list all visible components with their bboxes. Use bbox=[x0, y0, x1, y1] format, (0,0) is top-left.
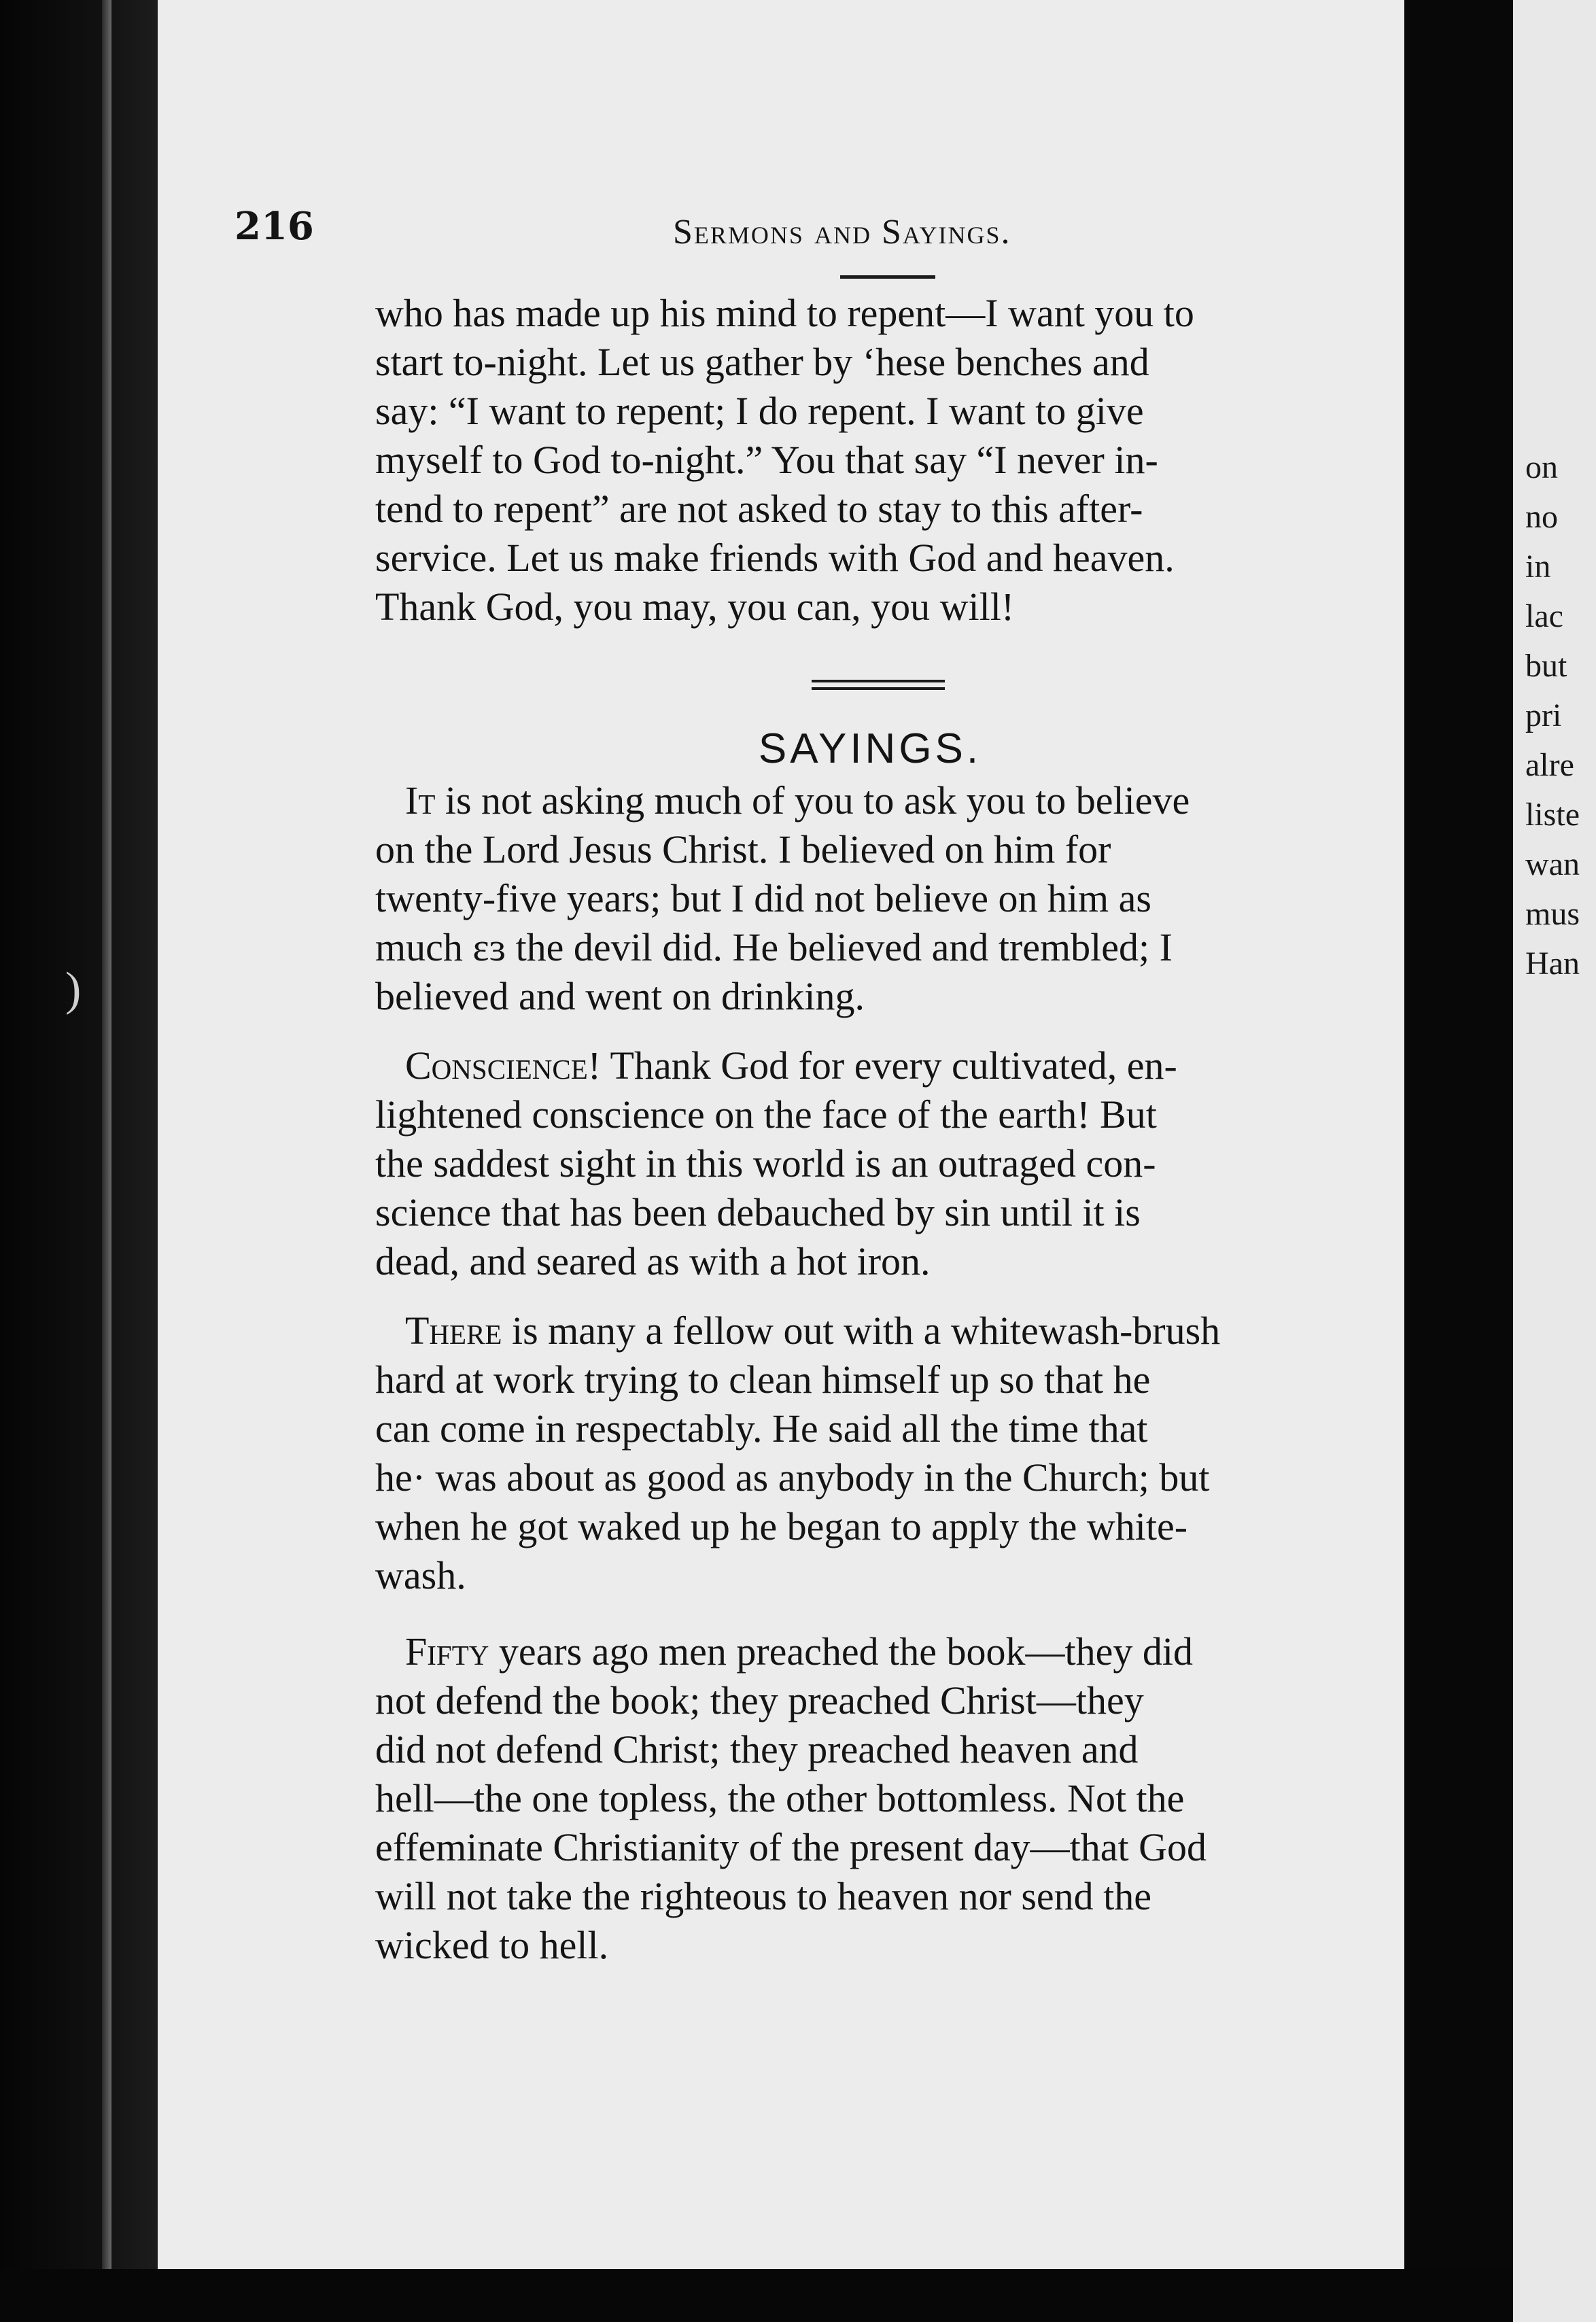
facing-page-fragment: in bbox=[1525, 549, 1551, 585]
saying-first-line: is many a fellow out with a whitewash-brush bbox=[502, 1309, 1221, 1353]
facing-page-fragment: on bbox=[1525, 449, 1558, 485]
running-title: Sermons and Sayings. bbox=[673, 213, 1011, 252]
text-line: will not take the righteous to heaven nor send the bbox=[375, 1874, 1151, 1918]
text-line: not defend the book; they preached Christ—they bbox=[375, 1678, 1144, 1722]
saying-paragraph bbox=[375, 1627, 1378, 1970]
text-line: Thank God, you may, you can, you will! bbox=[375, 585, 1015, 629]
text-line: lightened conscience on the face of the earth! But bbox=[375, 1092, 1157, 1137]
text-line: wicked to hell. bbox=[375, 1923, 609, 1967]
saying-lead-word: Conscience! bbox=[405, 1043, 602, 1088]
facing-page-fragment: no bbox=[1525, 499, 1558, 535]
facing-page-fragment: Han bbox=[1525, 946, 1580, 982]
facing-page-fragment: but bbox=[1525, 648, 1567, 684]
scan-dark-left-edge bbox=[0, 0, 158, 2322]
text-line: did not defend Christ; they preached heaven and bbox=[375, 1727, 1139, 1771]
page-number: 216 bbox=[235, 204, 314, 249]
text-line: twenty-five years; but I did not believe on him as bbox=[375, 876, 1151, 920]
saying-paragraph bbox=[375, 1041, 1378, 1286]
text-line bbox=[375, 1627, 1378, 1676]
head-rule bbox=[840, 275, 935, 279]
text-line: tend to repent” are not asked to stay to this after- bbox=[375, 487, 1143, 531]
saying-first-line: years ago men preached the book—they did bbox=[489, 1629, 1193, 1674]
facing-page-strip bbox=[1513, 0, 1596, 2322]
facing-page-fragment: wan bbox=[1525, 846, 1580, 882]
book-gutter bbox=[1404, 0, 1513, 2322]
text-line: hard at work trying to clean himself up so that he bbox=[375, 1357, 1151, 1402]
facing-page-fragment: alre bbox=[1525, 747, 1574, 783]
facing-page-fragment: pri bbox=[1525, 697, 1562, 733]
text-line: dead, and seared as with a hot iron. bbox=[375, 1239, 931, 1283]
text-line: when he got waked up he began to apply the white- bbox=[375, 1504, 1188, 1548]
scan-dark-bottom-edge bbox=[0, 2269, 1513, 2322]
sermon-paragraph bbox=[375, 289, 1378, 631]
text-line bbox=[375, 776, 1378, 825]
sayings-section bbox=[375, 776, 1378, 1970]
facing-page-fragment: mus bbox=[1525, 896, 1580, 932]
text-line bbox=[375, 1041, 1378, 1090]
running-head bbox=[0, 204, 1596, 258]
text-line: effeminate Christianity of the present day—that God bbox=[375, 1825, 1207, 1869]
saying-first-line: is not asking much of you to ask you to believe bbox=[435, 778, 1190, 822]
text-line: wash. bbox=[375, 1553, 466, 1597]
margin-mark: ) bbox=[65, 963, 82, 1016]
saying-paragraph bbox=[375, 776, 1378, 1021]
text-line: who has made up his mind to repent—I want you to bbox=[375, 291, 1194, 335]
text-line: hell—the one topless, the other bottomless. Not the bbox=[375, 1776, 1185, 1820]
text-line: service. Let us make friends with God and heaven. bbox=[375, 536, 1175, 580]
sermon-conclusion bbox=[375, 289, 1378, 631]
text-line: say: “I want to repent; I do repent. I want to give bbox=[375, 389, 1144, 433]
saying-lead-word: It bbox=[405, 778, 436, 822]
page-binding-edge bbox=[102, 0, 111, 2322]
text-line: start to-night. Let us gather by ‘hese benches and bbox=[375, 340, 1149, 384]
facing-page-fragment: liste bbox=[1525, 797, 1580, 833]
text-line: the saddest sight in this world is an outraged con- bbox=[375, 1141, 1156, 1185]
text-line: believed and went on drinking. bbox=[375, 974, 865, 1018]
saying-lead-word: Fifty bbox=[405, 1629, 489, 1674]
saying-lead-word: There bbox=[405, 1309, 502, 1353]
text-line: can come in respectably. He said all the time that bbox=[375, 1406, 1148, 1451]
saying-paragraph bbox=[375, 1306, 1378, 1600]
text-line bbox=[375, 1306, 1378, 1355]
text-line: myself to God to-night.” You that say “I never in- bbox=[375, 438, 1158, 482]
section-heading: SAYINGS. bbox=[758, 725, 982, 772]
facing-page-fragment: lac bbox=[1525, 598, 1563, 634]
text-line: on the Lord Jesus Christ. I believed on him for bbox=[375, 827, 1111, 871]
saying-first-line: Thank God for every cultivated, en- bbox=[601, 1043, 1177, 1088]
text-line: hе· was about as good as anybody in the Church; but bbox=[375, 1455, 1210, 1500]
text-line: much ɛɜ the devil did. He believed and trembled; I bbox=[375, 925, 1173, 969]
text-line: science that has been debauched by sin until it is bbox=[375, 1190, 1141, 1234]
section-divider bbox=[812, 680, 945, 692]
